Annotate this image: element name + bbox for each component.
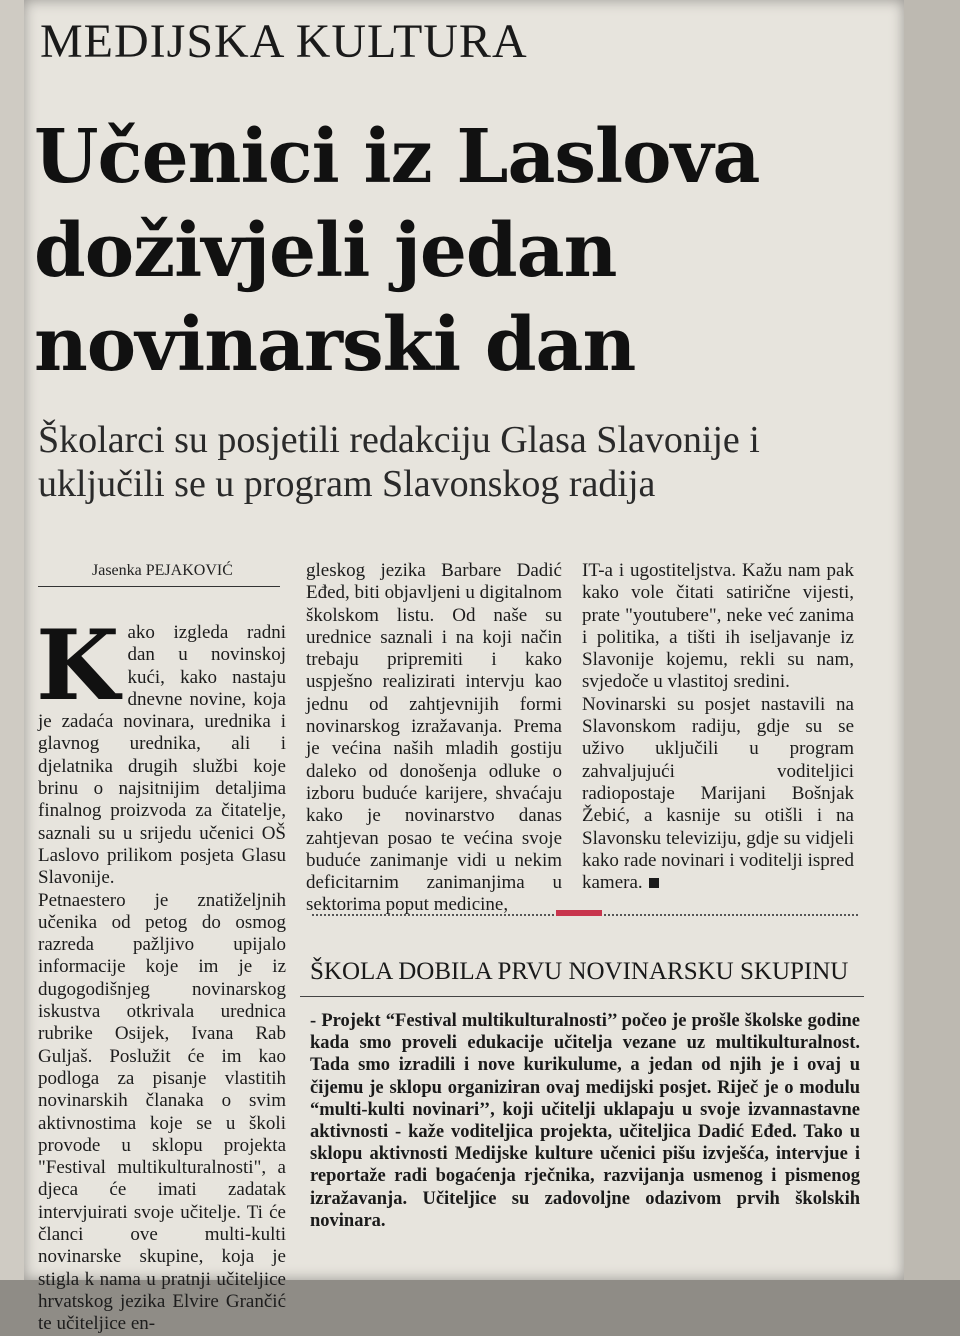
- section-title: MEDIJSKA KULTURA: [40, 15, 528, 68]
- box-title-rule: [300, 996, 864, 997]
- paragraph-3: gleskog jezika Barbare Dadić Eđed, biti objavljeni u digitalnom školskom listu. Od naše su urednice saznali i na koji način trebaju pripremiti i kako uspješno realizirati intervju kao jednu od zahtjevnijih formi novinarskog izražavanja. Prema je većina naših mladih gostiju daleko od donošenja odluke o izboru buduće karijere, shvaćaju kako je novinarstvo danas zahtjevan posao te većina svoje buduće zanimanje vidi u nekim deficitarnim zanimanjima u sektorima poput medicine,: [306, 560, 562, 916]
- headline: [34, 110, 874, 392]
- article-column-1: [36, 609, 286, 1336]
- end-mark-icon: [649, 878, 659, 888]
- article-column-2: [306, 560, 562, 917]
- byline-rule: [38, 586, 280, 587]
- subheadline: Školarci su posjetili redakciju Glasa Slavonije i uključili se u program Slavonskog radija: [38, 419, 760, 505]
- article-column-3: [582, 560, 854, 894]
- sidebar-box-title: ŠKOLA DOBILA PRVU NOVINARSKU SKUPINU: [310, 958, 849, 985]
- sidebar-box-text: - Projekt “Festival multikulturalnosti’’ počeo je prošle školske godine kada smo proveli edukacije učitelja vezane uz multikulturalnost. Tada smo izradili i nove kurikulume, a jedan od njih je i ovaj u čijemu je sklopu organiziran ovaj medijski posjet. Riječ je o modulu “multi-kulti novinari’’, koji učitelji uklapaju u svoje izvannastavne aktivnosti - kaže voditeljica projekta, učiteljica Dadić Eđed. Tako u sklopu aktivnosti Medijske kulture učenici pišu izvješća, intervjue i reportaže radi bogaćenja rječnika, razvijanja usmenog i pismenog izražavanja. Učiteljice su zadovoljne odazivom prvih školskih novinara.: [310, 1011, 860, 1231]
- adjacent-page-edge: [0, 0, 24, 1280]
- paragraph-5-text: Novinarski su posjet nastavili na Slavonskom radiju, gdje su se uživo uključili u program zahvaljujući voditeljici radiopostaje Marijani Bošnjak Žebić, a kasnije su otišli i na Slavonsku televiziju, gdje su vidjeli kako rade novinari i voditelji ispred kamera.: [582, 693, 854, 894]
- box-accent-bar: [556, 910, 602, 916]
- paragraph-5: [582, 694, 854, 895]
- adjacent-page-right: [904, 0, 960, 1280]
- headline-line-1: Učenici iz Laslova: [34, 114, 760, 200]
- paragraph-4: IT-a i ugostiteljstva. Kažu nam pak kako vole čitati satirične vijesti, prate "youtubere", neke već zanima i politika, a tišti ih iseljavanje iz Slavonije kojemu, rekli su nam, svjedoče u vlastitoj sredini.: [582, 560, 854, 693]
- headline-line-2: doživjeli jedan: [34, 208, 617, 294]
- paragraph-2: Petnaestero je znatiželjnih učenika od petog do osmog razreda pažljivo upijalo informacije koje im je iz dugogodišnjeg novinarskog iskustva otkrivala urednica rubrike Osijek, Ivana Rab Guljaš. Poslužit će im kao podloga za pisanje vlastitih novinarskih članaka o svim aktivnostima koje se u školi provode u sklopu projekta "Festival multikulturalnosti", a djeca će imati zadatak intervjuirati svoje učitelje. Ti će članci ove multi-kulti novinarske skupine, koja je stigla k nama u pratnji učiteljice hrvatskog jezika Elvire Grančić te učiteljice en-: [38, 889, 286, 1335]
- headline-line-3: novinarski dan: [34, 302, 636, 388]
- byline: Jasenka PEJAKOVIĆ: [92, 562, 233, 579]
- lead-paragraph: ako izgleda radni dan u novinskoj kući, kako nastaju dnevne novine, koja je zadaća novinara, urednika i glavnog urednika, ali i djelatnika drugih službi koje brinu o najsitnijim detaljima finalnog proizvoda za čitatelje, saznali su u srijedu učenici OŠ Laslovo prilikom posjeta Glasu Slavonije.: [38, 622, 286, 889]
- drop-cap: K: [36, 609, 120, 722]
